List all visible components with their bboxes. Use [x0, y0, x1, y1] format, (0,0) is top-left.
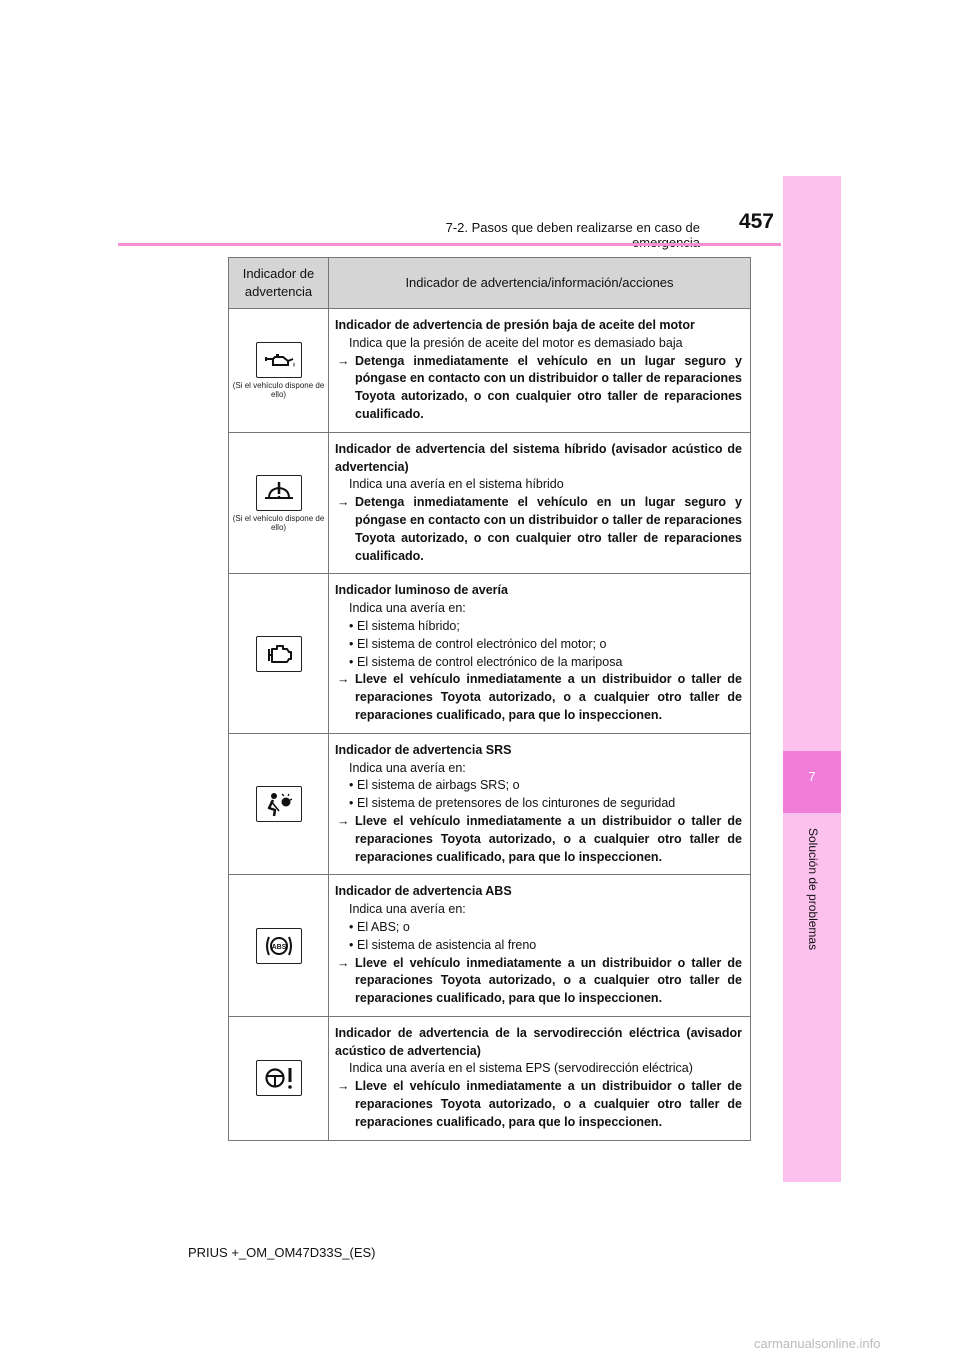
indicator-title: Indicador de advertencia de la servodirección eléctrica (avisador acústico de advertencia) — [335, 1025, 742, 1058]
srs-airbag-icon — [256, 786, 302, 822]
list-item: • El sistema de control electrónico del motor; o — [335, 636, 742, 654]
abs-icon — [256, 928, 302, 964]
action-text: → Lleve el vehículo inmediatamente a un distribuidor o taller de reparaciones Toyota autorizado, o a cualquier otro taller de reparaciones cualificado, para que lo inspeccionen. — [337, 955, 742, 1006]
arrow-icon: → — [337, 813, 350, 828]
action-text: → Detenga inmediatamente el vehículo en un lugar seguro y póngase en contacto con un distribuidor o taller de reparaciones Toyota autorizado, o con cualquier otro taller de reparaciones cualificado. — [337, 353, 742, 421]
chapter-title: Solución de problemas — [806, 828, 820, 951]
hybrid-system-warning-icon — [256, 475, 302, 511]
indicator-title: Indicador de advertencia SRS — [335, 742, 512, 757]
list-item: • El ABS; o — [335, 919, 742, 937]
description-cell — [329, 574, 751, 733]
list-item: • El sistema de control electrónico de la mariposa — [335, 654, 742, 672]
icon-cell — [229, 432, 329, 574]
indicator-text: Indica una avería en: — [349, 601, 466, 616]
list-item: • El sistema híbrido; — [335, 618, 742, 636]
svg-text:ABS: ABS — [271, 943, 286, 951]
list-item: • El sistema de pretensores de los cinturones de seguridad — [335, 795, 742, 813]
description-cell — [329, 432, 751, 574]
table-row — [229, 574, 751, 733]
indicator-title: Indicador de advertencia del sistema híbrido (avisador acústico de advertencia) — [335, 441, 742, 474]
action-text: → Lleve el vehículo inmediatamente a un distribuidor o taller de reparaciones Toyota autorizado, o a cualquier otro taller de reparaciones cualificado, para que lo inspeccionen. — [337, 813, 742, 864]
icon-cell — [229, 309, 329, 433]
watermark: carmanualsonline.info — [754, 1336, 881, 1351]
indicator-text: Indica una avería en el sistema EPS (servodirección eléctrica) — [349, 1061, 693, 1076]
description-cell — [329, 875, 751, 1017]
list-item: • El sistema de asistencia al freno — [335, 937, 742, 955]
arrow-icon: → — [337, 495, 350, 510]
description-cell — [329, 309, 751, 433]
check-engine-icon — [256, 636, 302, 672]
table-row — [229, 875, 751, 1017]
table-header-row — [229, 258, 751, 309]
indicator-text: Indica que la presión de aceite del motor es demasiado baja — [349, 335, 683, 350]
icon-cell — [229, 733, 329, 875]
arrow-icon: → — [337, 955, 350, 970]
table-row — [229, 1016, 751, 1140]
column-header-indicator: Indicador de advertencia — [229, 258, 329, 309]
power-steering-warning-icon — [256, 1060, 302, 1096]
list-item: • El sistema de airbags SRS; o — [335, 777, 742, 795]
action-text: → Lleve el vehículo inmediatamente a un distribuidor o taller de reparaciones Toyota autorizado, o a cualquier otro taller de reparaciones cualificado, para que lo inspeccionen. — [337, 1079, 742, 1129]
arrow-icon: → — [337, 672, 350, 687]
arrow-icon: → — [337, 353, 350, 368]
icon-cell — [229, 875, 329, 1017]
description-cell — [329, 1016, 751, 1140]
chapter-side-tab — [783, 176, 841, 1182]
table-row — [229, 309, 751, 433]
table-row — [229, 733, 751, 875]
icon-cell — [229, 1016, 329, 1140]
page-number: 457 — [738, 210, 774, 233]
section-title: 7-2. Pasos que deben realizarse en caso de — [445, 220, 700, 235]
warning-indicator-table — [228, 257, 751, 1141]
icon-note: (Si el vehículo dispone de ello) — [232, 380, 325, 399]
indicator-title: Indicador luminoso de avería — [335, 583, 508, 598]
header-rule — [118, 243, 781, 246]
table-row — [229, 432, 751, 574]
column-header-actions: Indicador de advertencia/información/acciones — [329, 258, 751, 309]
action-text: → Detenga inmediatamente el vehículo en un lugar seguro y póngase en contacto con un distribuidor o taller de reparaciones Toyota autorizado, o con cualquier otro taller de reparaciones cualificado. — [337, 495, 742, 563]
manual-code: PRIUS +_OM_OM47D33S_(ES) — [188, 1245, 376, 1260]
indicator-title: Indicador de advertencia ABS — [335, 884, 512, 899]
oil-pressure-icon — [256, 342, 302, 378]
description-cell — [329, 733, 751, 875]
chapter-number: 7 — [808, 769, 816, 784]
indicator-text: Indica una avería en: — [349, 902, 466, 917]
indicator-text: Indica una avería en el sistema híbrido — [349, 477, 564, 492]
arrow-icon: → — [337, 1079, 350, 1094]
chapter-tab-active[interactable] — [783, 751, 841, 813]
icon-note: (Si el vehículo dispone de ello) — [232, 513, 325, 532]
icon-cell — [229, 574, 329, 733]
indicator-text: Indica una avería en: — [349, 760, 466, 775]
indicator-title: Indicador de advertencia de presión baja de aceite del motor — [335, 318, 695, 332]
action-text: → Lleve el vehículo inmediatamente a un distribuidor o taller de reparaciones Toyota autorizado, o a cualquier otro taller de reparaciones cualificado, para que lo inspeccionen. — [337, 672, 742, 722]
